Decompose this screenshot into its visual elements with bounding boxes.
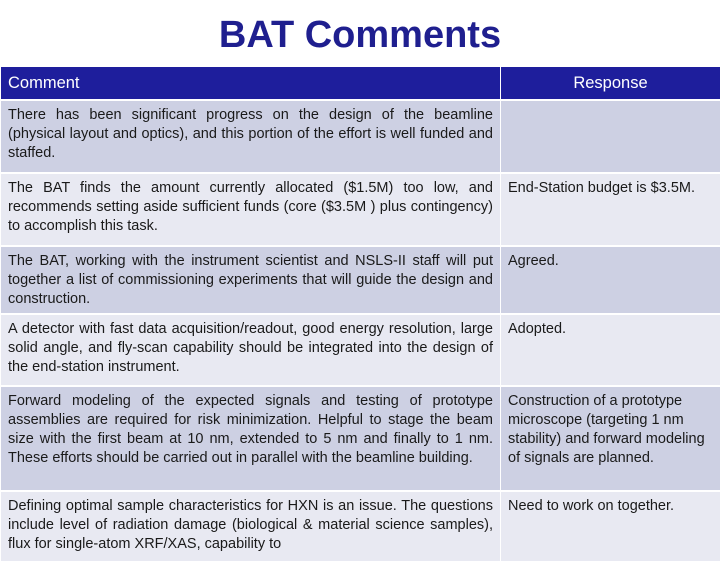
table-row (1, 491, 720, 561)
table-row (1, 314, 720, 386)
response-column-header: Response (501, 67, 720, 101)
response-cell: End-Station budget is $3.5M. (501, 173, 720, 246)
response-cell: Agreed. (501, 246, 720, 314)
response-cell: Construction of a prototype microscope (targeting 1 nm stability) and forward modeling of signals are planned. (501, 386, 720, 491)
comment-cell: Defining optimal sample characteristics for HXN is an issue. The questions include level of radiation damage (biological & material science samples), flux for single-atom XRF/XAS, capability to (1, 491, 501, 561)
table-row (1, 246, 720, 314)
comments-table (0, 66, 720, 561)
response-cell: Need to work on together. (501, 491, 720, 561)
table-row (1, 173, 720, 246)
comment-cell: There has been significant progress on the design of the beamline (physical layout and optics), and this portion of the effort is well funded and staffed. (1, 100, 501, 173)
comment-cell: The BAT, working with the instrument scientist and NSLS-II staff will put together a list of commissioning experiments that will guide the design and construction. (1, 246, 501, 314)
response-cell: Adopted. (501, 314, 720, 386)
comment-cell: A detector with fast data acquisition/readout, good energy resolution, large solid angle, and fly-scan capability should be integrated into the design of the end-station instrument. (1, 314, 501, 386)
page-title: BAT Comments (0, 12, 720, 58)
table-header-row (1, 67, 720, 101)
table-row (1, 386, 720, 491)
response-cell (501, 100, 720, 173)
comment-cell: The BAT finds the amount currently allocated ($1.5M) too low, and recommends setting aside sufficient funds (core ($3.5M ) plus contingency) to accomplish this task. (1, 173, 501, 246)
comment-column-header: Comment (1, 67, 501, 101)
table-row (1, 100, 720, 173)
comment-cell: Forward modeling of the expected signals and testing of prototype assemblies are required for risk minimization. Helpful to stage the beam size with the first beam at 10 nm, extended to 5 nm and finally to 1 nm. These efforts should be carried out in parallel with the beamline building. (1, 386, 501, 491)
